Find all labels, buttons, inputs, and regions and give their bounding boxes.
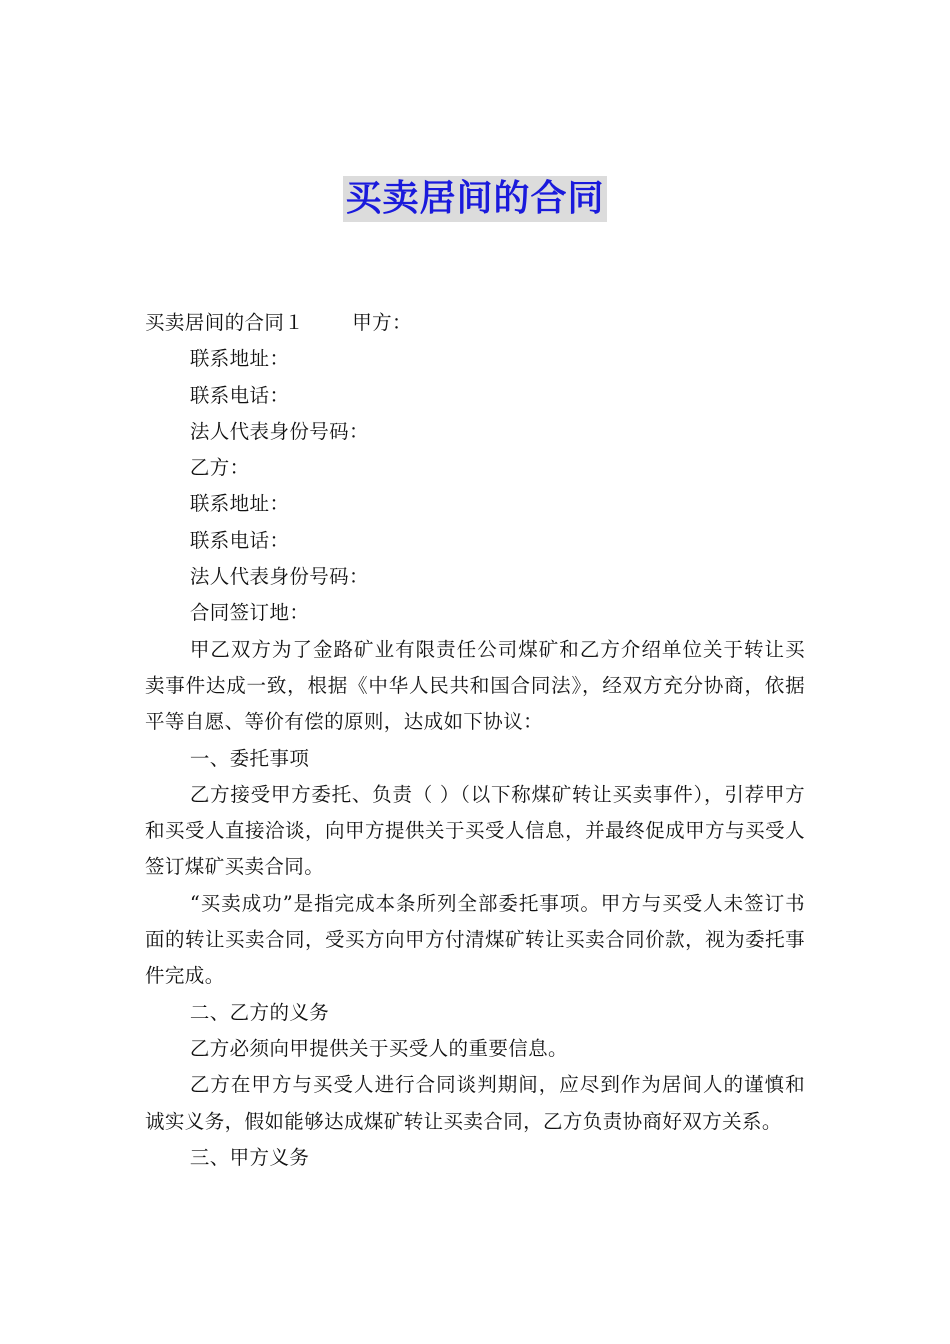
section-2-paragraph-2: 乙方在甲方与买受人进行合同谈判期间，应尽到作为居间人的谨慎和诚实义务，假如能够达成煤矿转让买卖合同，乙方负责协商好双方关系。 [145,1073,805,1133]
lead-line [145,305,805,341]
party-a-phone: 联系电话： [189,383,290,407]
party-a-legal-id: 法人代表身份号码： [189,419,369,443]
document-body [145,305,805,1176]
title-area [0,176,950,222]
party-a-address: 联系地址： [189,347,290,371]
party-b-phone: 联系电话： [189,528,290,552]
party-b-legal-id: 法人代表身份号码： [189,565,369,589]
section-heading-3: 三、甲方义务 [189,1145,310,1169]
lead-label: 买卖居间的合同１ [145,311,305,334]
section-heading-2: 二、乙方的义务 [189,1000,330,1024]
signing-place: 合同签订地： [189,601,310,625]
document-title: 买卖居间的合同 [343,176,606,222]
party-b-address: 联系地址： [189,492,290,516]
section-1-paragraph-1: 乙方接受甲方委托、负责（ ）（以下称煤矿转让买卖事件），引荐甲方和买受人直接洽谈，向甲方提供关于买受人信息，并最终促成甲方与买受人签订煤矿买卖合同。 [145,782,805,879]
party-b-label: 乙方： [189,456,250,480]
preamble-paragraph: 甲乙双方为了金路矿业有限责任公司煤矿和乙方介绍单位关于转让买卖事件达成一致，根据《中华人民共和国合同法》，经双方充分协商，依据平等自愿、等价有偿的原则，达成如下协议： [145,637,805,734]
section-1-paragraph-2: “买卖成功”是指完成本条所列全部委托事项。甲方与买受人未签订书面的转让买卖合同，受买方向甲方付清煤矿转让买卖合同价款，视为委托事件完成。 [145,891,805,988]
party-a-label: 甲方： [352,311,412,334]
section-2-paragraph-1: 乙方必须向甲提供关于买受人的重要信息。 [189,1036,568,1060]
section-heading-1: 一、委托事项 [189,746,310,770]
